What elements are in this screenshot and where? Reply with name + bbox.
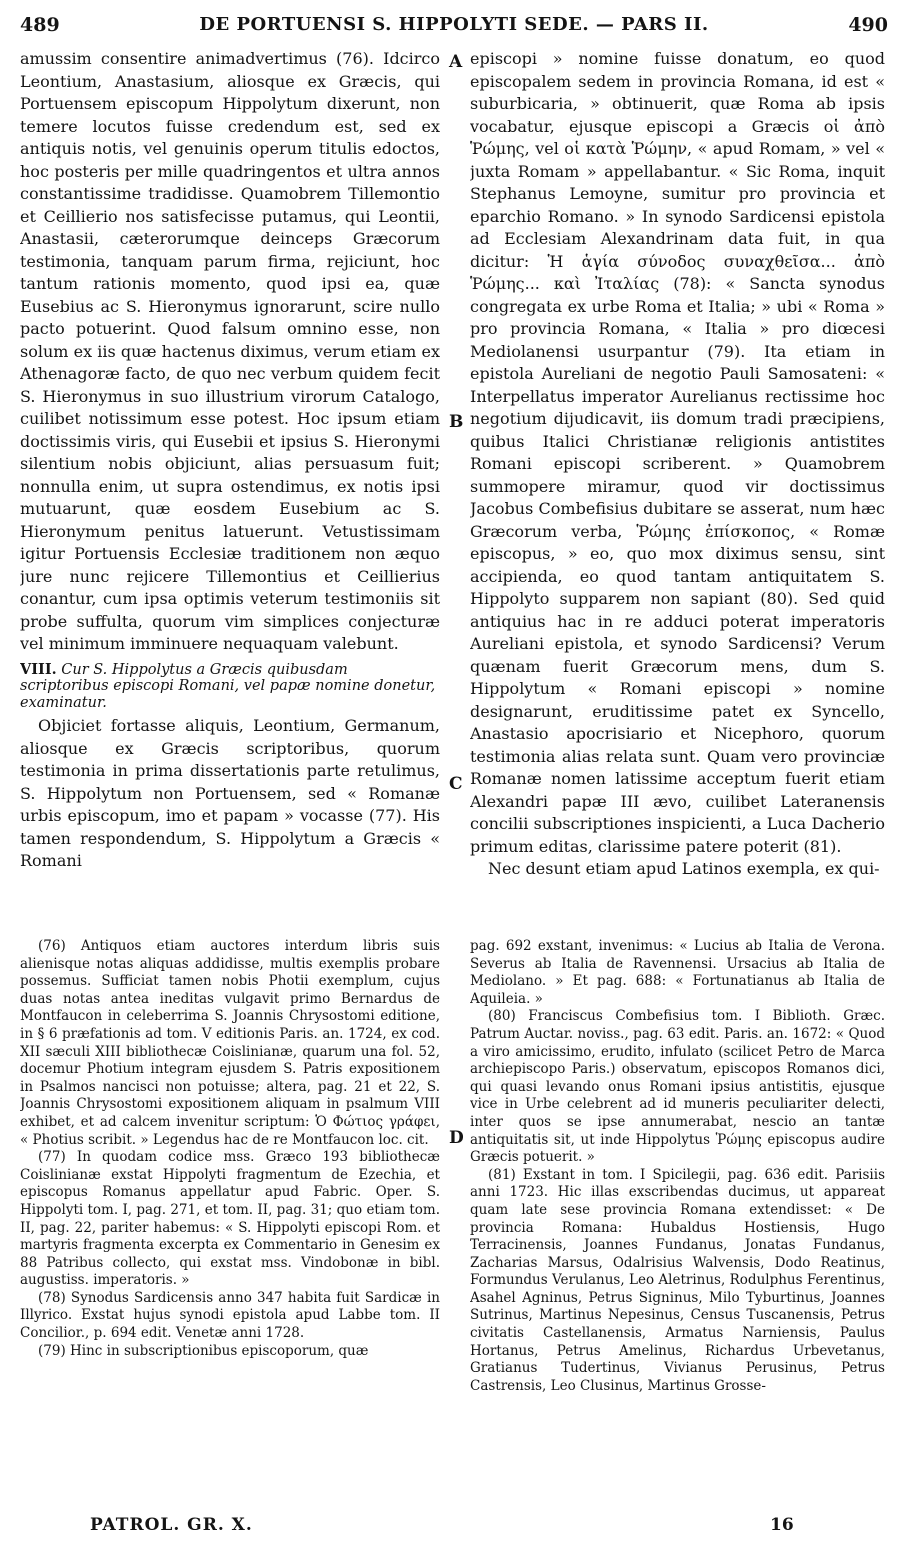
footnote-76: (76) Antiquos etiam auctores interdum libris suis alienisque notas aliquas addidisse, multis exemplis probare possemus. Sufficiat tamen nobis Photii exemplum, cujus duas notas antea ineditas vulgavit primo Bernardus de Montfaucon in celeberrima S. Joannis Chrysostomi editione, in § 6 præfationis ad tom. V editionis Paris. an. 1724, ex cod. XII sæculi XIII bibliothecæ Coislinianæ, quarum una fol. 52, docemur Photium integram ejusdem S. Patris expositionem in Psalmos nancisci non potuisse; altera, pag. 21 et 22, S. Joannis Chrysostomi expositionem aliquam in psalmum VIII exhibet, et ad calcem invenitur scriptum: Ὁ Φώτιος γράφει, « Photius scribit. » Legendus hac de re Montfaucon loc. cit. — [20, 938, 440, 1148]
footnote-81: (81) Exstant in tom. I Spicilegii, pag. 636 edit. Parisiis anni 1723. Hic illas exscribendas ducimus, ut appareat quam late sese provincia Romana extendisset: « De provincia Romana: Hubaldus Hostiensis, Hugo Terracinensis, Joannes Fundanus, Jonatas Fundanus, Zacharias Marsus, Odalrisius Walvensis, Dodo Reatinus, Formundus Verulanus, Leo Aletrinus, Rodulphus Ferentinus, Asahel Agninus, Petrus Signinus, Milo Tyburtinus, Joannes Sutrinus, Martinus Nepesinus, Census Tuscanensis, Petrus civitatis Castellanensis, Armatus Narniensis, Paulus Hortanus, Petrus Amelinus, Richardus Urbevetanus, Gratianus Tudertinus, Vivianus Perusinus, Petrus Castrensis, Leo Clusinus, Martinus Grosse- — [470, 1166, 885, 1394]
right-footnotes — [470, 938, 885, 1503]
footnote-78: (78) Synodus Sardicensis anno 347 habita fuit Sardicæ in Illyrico. Exstat hujus synodi epistola apud Labbe tom. II Concilior., p. 694 edit. Venetæ anni 1728. — [20, 1289, 440, 1342]
signature-mark: PATROL. GR. X. — [90, 1515, 253, 1535]
left-footnotes — [20, 938, 440, 1503]
left-paragraph-1: amussim consentire animadvertimus (76). Idcirco Leontium, Anastasium, aliosque ex Græcis, qui Portuensem episcopum Hippolytum dixerunt, non temere locutos fuisse credendum est, sed ex antiquis notis, vel genuinis operum titulis edoctos, hoc posteris per mille quadringentos et ultra annos constantissime tradidisse. Quamobrem Tillemontio et Ceillierio nos satisfecisse putamus, qui Leontii, Anastasii, cæterorumque deinceps Græcorum testimonia, tanquam parum firma, rejiciunt, hoc tantum rationis momento, quod ipsi ea, quæ Eusebius ac S. Hieronymus ignorarunt, scire nullo pacto potuerint. Quod falsum omnino esse, non solum ex iis quæ hactenus diximus, verum etiam ex Athenagoræ facto, de quo nec verbum quidem fecit S. Hieronymus in suo illustrium virorum Catalogo, cuilibet notissimum esse potest. Hoc ipsum etiam doctissimis viris, qui Eusebii et ipsius S. Hieronymi silentium nobis objiciunt, alias persuasum fuit; nonnulla enim, ut supra ostendimus, ex notis ipsi mutuarunt, quæ eosdem Eusebium ac S. Hieronymum penitus latuerunt. Vetustissimam igitur Portuensis Ecclesiæ traditionem non æquo jure nunc rejicere Tillemontius et Ceillierius conantur, cum ipsa optimis veterum testimoniis sit probe suffulta, quorum vim simplices conjecturæ vel minimum imminuere nequaquam valebunt. — [20, 49, 440, 653]
sheet-number: 16 — [770, 1515, 794, 1535]
running-title: DE PORTUENSI S. HIPPOLYTI SEDE. — PARS II. — [199, 14, 709, 35]
marginal-letter-b: B — [449, 412, 464, 432]
footnote-80: (80) Franciscus Combefisius tom. I Biblioth. Græc. Patrum Auctar. noviss., pag. 63 edit. Paris. an. 1672: « Quod a viro amicissimo, erudito, infulato (scilicet Petro de Marca archiepiscopo Paris.) observatum, episcopos Romanos dici, qui quasi levando onus Romani ipsius antistitis, ejusque vice in Urbe celebrent ad id muneris peculiariter delecti, inter quos se ipse annumerabat, nescio an tantæ antiquitatis sit, ut inde Hippolytus Ῥώμης episcopus audire Græcis potuerit. » — [470, 1008, 885, 1166]
section-title: Cur S. Hippolytus a Græcis quibusdam scriptoribus episcopi Romani, vel papæ nomine donetur, examinatur. — [20, 661, 436, 711]
footnote-79-continued: pag. 692 exstant, invenimus: « Lucius ab Italia de Verona. Severus ab Italia de Ravennensi. Ursacius ab Italia de Mediolano. » Et pag. 688: « Fortunatianus ab Italia de Aquileia. » — [470, 938, 885, 1007]
marginal-letter-a: A — [449, 52, 463, 72]
page-number-left: 489 — [20, 14, 60, 36]
section-heading — [20, 662, 440, 712]
left-paragraph-2: Objiciet fortasse aliquis, Leontium, Germanum, aliosque ex Græcis scriptoribus, quorum testimonia in prima dissertationis parte retulimus, S. Hippolytum non Portuensem, sed « Romanæ urbis episcopum, imo et papam » vocasse (77). His tamen respondendum, S. Hippolytum a Græcis « Romani — [20, 716, 440, 870]
right-paragraph-2: Nec desunt etiam apud Latinos exempla, ex qui- — [488, 859, 880, 878]
footnote-79: (79) Hinc in subscriptionibus episcoporum, quæ — [38, 1342, 369, 1359]
footnote-77: (77) In quodam codice mss. Græco 193 bibliothecæ Coislinianæ exstat Hippolyti fragmentum de Ezechia, et episcopus Romanus appellatur apud Fabric. Oper. S. Hippolyti tom. I, pag. 271, et tom. II, pag. 31; quo etiam tom. II, pag. 22, pariter habemus: « S. Hippolyti episcopi Rom. et martyris fragmenta excerpta ex Commentario in Genesim ex 88 Patribus collecto, qui exstat mss. Vindobonæ in bibl. augustiss. imperatoris. » — [20, 1149, 440, 1289]
page-footer — [20, 1515, 888, 1541]
page-header — [20, 14, 888, 40]
marginal-letter-c: C — [449, 774, 463, 794]
section-number: VIII. — [20, 660, 57, 678]
right-main-column — [470, 48, 885, 918]
left-main-column — [20, 48, 440, 918]
marginal-letter-d: D — [449, 1128, 464, 1148]
right-paragraph-1: episcopi » nomine fuisse donatum, eo quod episcopalem sedem in provincia Romana, id est « suburbicaria, » obtinuerit, quæ Roma ab ipsis vocabatur, ejusque episcopi a Græcis οἱ ἀπὸ Ῥώμης, vel οἱ κατὰ Ῥώμην, « apud Romam, » vel « juxta Romam » appellabantur. « Sic Roma, inquit Stephanus Lemoyne, sumitur pro provincia et eparchio Romano. » In synodo Sardicensi epistola ad Ecclesiam Alexandrinam data fuit, in qua dicitur: Ἡ ἁγία σύνοδος συναχθεῖσα... ἀπὸ Ῥώμης... καὶ Ἰταλίας (78): « Sancta synodus congregata ex urbe Roma et Italia; » ubi « Roma » pro provincia Romana, « Italia » pro diœcesi Mediolanensi usurpantur (79). Ita etiam in epistola Aureliani de negotio Pauli Samosateni: « Interpellatus imperator Aurelianus rectissime hoc negotium dijudicavit, iis domum tradi præcipiens, quibus Italici Christianæ religionis antistites Romani episcopi scriberent. » Quamobrem summopere miramur, quod vir doctissimus Jacobus Combefisius dubitare se asserat, num hæc Græcorum verba, Ῥώμης ἐπίσκοπος, « Romæ episcopus, » eo, quo mox diximus sensu, sint accipienda, eo quod tantam antiquitatem S. Hippolyto supparem non sapiant (80). Sed quid antiquius hac in re adduci poterat imperatoris Aureliani epistola, et synodo Sardicensi? Verum quænam fuerit Græcorum mens, dum S. Hippolytum « Romani episcopi » nomine designarunt, eruditissime patet ex Syncello, Anastasio apocrisiario et Nicephoro, quorum testimonia alias relata sunt. Quam vero provinciæ Romanæ nomen latissime acceptum fuerit etiam Alexandri papæ III ævo, cuilibet Lateranensis concilii subscriptiones inspicienti, a Luca Dacherio primum editas, clarissime patere poterit (81). — [470, 49, 885, 856]
page-number-right: 490 — [848, 14, 888, 36]
